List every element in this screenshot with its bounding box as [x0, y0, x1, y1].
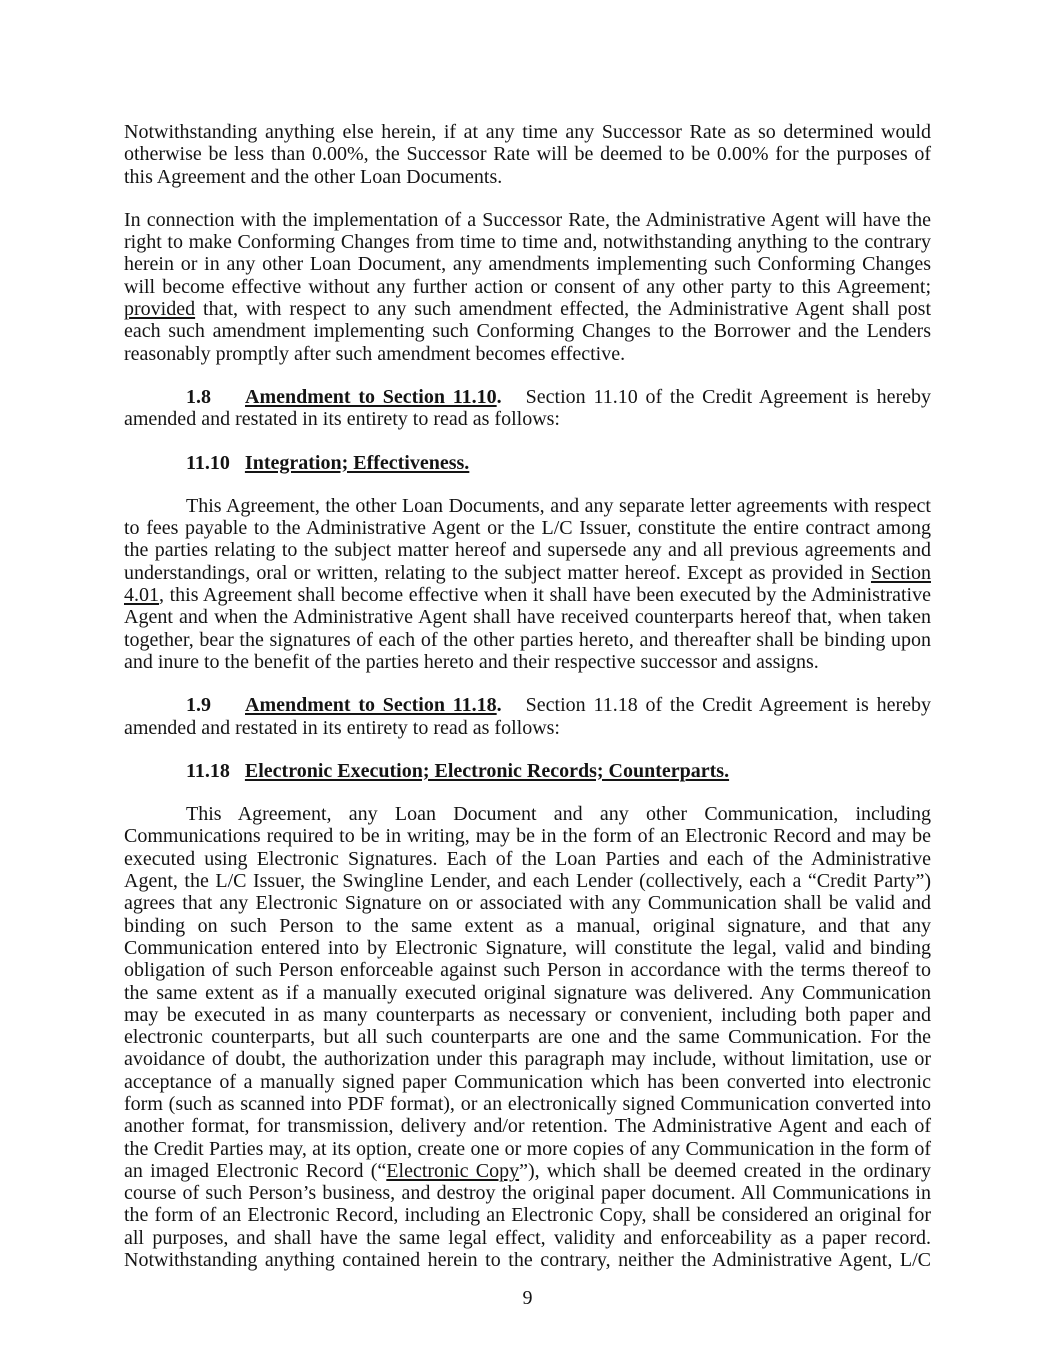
text-run: 1.9: [186, 694, 211, 717]
text-run: Electronic Copy: [386, 1159, 520, 1182]
text-run: This Agreement, the other Loan Documents, and any separate letter agreements with respect to fees payable to the Administrative Agent or the L/C Issuer, constitute the entire contract among the parties relating to the subject matter hereof and supersede any and all previous agreements and understandings, oral or written, relating to the subject matter hereof. Except as provided in: [124, 494, 931, 584]
text-run: .: [496, 694, 502, 717]
text-run: Amendment to Section 11.18: [245, 694, 497, 717]
text-run: that, with respect to any such amendment effected, the Administrative Agent shall post each such amendment implementing such Conforming Changes to the Borrower and the Lenders reasonably promptly after such amendment becomes effective.: [124, 298, 931, 365]
heading-11-18-electronic-execution: [124, 760, 931, 782]
text-run: Section 11.18 of the Credit Agreement is hereby amended and restated in its entirety to read as follows:: [124, 694, 931, 739]
document-body: [124, 121, 931, 1292]
text-run: Section 11.10 of the Credit Agreement is hereby amended and restated in its entirety to read as follows:: [124, 385, 931, 431]
text-run: 11.10: [186, 451, 230, 474]
text-run: This Agreement, any Loan Document and any other Communication, including Communications required to be in writing, may be in the form of an Electronic Record and may be executed using Electronic Signatures. Each of the Loan Parties and each of the Administrative Agent, the L/C Issuer, the Swingline Lender, and each Lender (collectively, each a “Credit Party”) agrees that any Electronic Signature on or associated with any Communication shall be valid and binding on such Person to the same extent as a manual, original signature, and that any Communication entered into by Electronic Signature, will constitute the legal, valid and binding obligation of such Person enforceable against such Person in accordance with the terms thereof to the same extent as if a manually executed original signature was delivered. Any Communication may be executed in as many counterparts as necessary or convenient, including both paper and electronic counterparts, but all such counterparts are one and the same Communication. For the avoidance of doubt, the authorization under this paragraph may include, without limitation, use or acceptance of a manually signed paper Communication which has been converted into electronic form (such as scanned into PDF format), or an electronically signed Communication converted into another format, for transmission, delivery and/or retention. The Administrative Agent and each of the Credit Parties may, at its option, create one or more copies of any Communication in the form of an imaged Electronic Record (“: [124, 803, 931, 1182]
tab-spacer: [502, 710, 526, 711]
text-run: In connection with the implementation of a Successor Rate, the Administrative Agent will have the right to make Conforming Changes from time to time and, notwithstanding anything to the contrary herein or in any other Loan Document, any amendments implementing such Conforming Changes will become effective without any further action or consent of any other party to this Agreement;: [124, 208, 931, 298]
text-run: Notwithstanding anything else herein, if at any time any Successor Rate as so determined would otherwise be less than 0.00%, the Successor Rate will be deemed to be 0.00% for the purposes of this Agreement and the other Loan Documents.: [124, 121, 931, 188]
tab-spacer: [230, 468, 245, 469]
text-run: Section 4.01: [124, 561, 931, 607]
text-run: provided: [124, 298, 196, 321]
paragraph-successor-rate-floor: [124, 121, 931, 188]
tab-spacer: [211, 402, 245, 403]
paragraph-integration-effectiveness-body: [124, 495, 931, 673]
paragraph-electronic-execution-body: [124, 803, 931, 1271]
section-1-9-amendment-to-11-18: [124, 694, 931, 739]
section-1-8-amendment-to-11-10: [124, 386, 931, 431]
text-run: ”), which shall be deemed created in the ordinary course of such Person’s business, and destroy the original paper document. All Communications in the form of an Electronic Record, including an Electronic Copy, shall be considered an original for all purposes, and shall have the same legal effect, validity and enforceability as a paper record. Notwithstanding anything contained herein to the contrary, neither the Administrative Agent, L/C: [124, 1159, 931, 1272]
page-number: 9: [522, 1287, 533, 1309]
heading-11-10-integration-effectiveness: [124, 452, 931, 474]
text-run: 1.8: [186, 385, 211, 408]
text-run: .: [496, 385, 502, 408]
tab-spacer: [230, 776, 245, 777]
text-run: 11.18: [186, 759, 230, 782]
text-run: Amendment to Section 11.10: [245, 385, 497, 408]
text-run: , this Agreement shall become effective when it shall have been executed by the Administrative Agent and when the Administrative Agent shall have received counterparts hereof that, when taken together, bear the signatures of each of the other parties hereto, and thereafter shall be binding upon and inure to the benefit of the parties hereto and their respective successor and assigns.: [124, 584, 931, 673]
tab-spacer: [502, 402, 526, 403]
text-run: Electronic Execution; Electronic Records; Counterparts.: [244, 759, 730, 782]
paragraph-conforming-changes: [124, 209, 931, 365]
tab-spacer: [211, 710, 245, 711]
text-run: Integration; Effectiveness.: [244, 451, 470, 474]
